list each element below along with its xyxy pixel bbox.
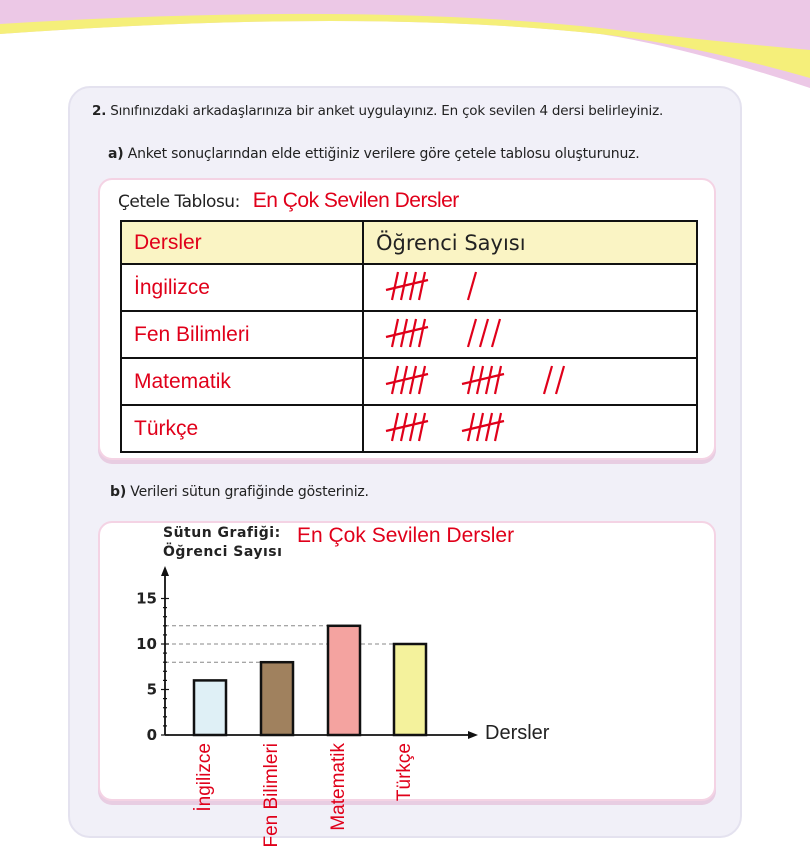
row-subject: Türkçe: [121, 405, 363, 452]
row-subject: İngilizce: [121, 264, 363, 311]
row-subject: Fen Bilimleri: [121, 311, 363, 358]
bar: [261, 662, 293, 735]
x-tick-label: Matematik: [328, 743, 349, 831]
part-a-letter: a): [108, 146, 124, 162]
y-axis-arrow: [161, 566, 169, 576]
y-tick-label: 10: [136, 635, 157, 653]
part-b-letter: b): [110, 484, 127, 500]
x-tick-label: Fen Bilimleri: [261, 743, 282, 848]
y-tick-label: 5: [146, 680, 157, 699]
question-body: Sınıfınızdaki arkadaşlarınıza bir anket uygulayınız. En çok sevilen 4 dersi belirleyiniz.: [110, 103, 664, 119]
header-subject: Dersler: [121, 221, 363, 264]
y-tick-label: 0: [146, 726, 157, 744]
chart-title-label: Sütun Grafiği:: [163, 525, 281, 541]
question-number: 2.: [92, 103, 107, 119]
x-tick-label: Türkçe: [394, 743, 415, 802]
x-tick-label: İngilizce: [194, 743, 215, 812]
tally-label: Çetele Tablosu:: [118, 192, 240, 212]
chart-ylabel: Öğrenci Sayısı: [163, 544, 283, 560]
bar: [328, 626, 360, 735]
chart-title: En Çok Sevilen Dersler: [297, 524, 515, 547]
part-b-body: Verileri sütun grafiğinde gösteriniz.: [130, 484, 369, 500]
header-count: Öğrenci Sayısı: [363, 221, 697, 264]
tally-title: En Çok Sevilen Dersler: [252, 189, 459, 212]
x-axis-arrow: [468, 731, 478, 739]
part-a-body: Anket sonuçlarından elde ettiğiniz verilere göre çetele tablosu oluşturunuz.: [127, 146, 640, 162]
bar: [194, 680, 226, 735]
row-subject: Matematik: [121, 358, 363, 405]
x-axis-label: Dersler: [485, 722, 550, 744]
y-tick-label: 15: [136, 589, 157, 608]
bar: [394, 644, 426, 735]
